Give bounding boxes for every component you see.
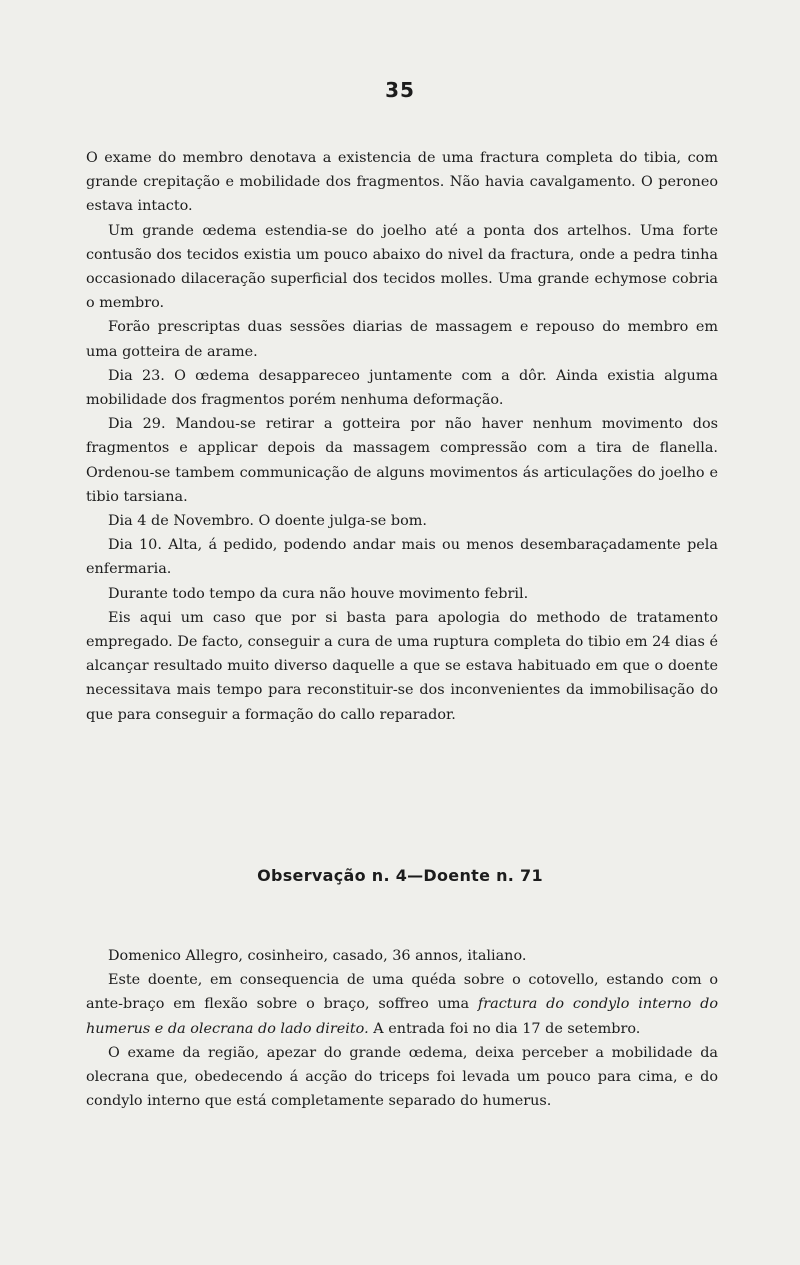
- paragraph: Dia 29. Mandou-se retirar a gotteira por não haver nenhum movimento dos fragmentos e applicar depois da massagem compressão com a tira de flanella. Ordenou-se tambem communicação de alguns movimentos ás articulações do joelho e tibio tarsiana.: [86, 416, 718, 505]
- case-text: [86, 944, 718, 1113]
- case-continuation-text: [86, 146, 718, 727]
- paragraph: Domenico Allegro, cosinheiro, casado, 36 annos, italiano.: [108, 948, 527, 964]
- paragraph: Dia 4 de Novembro. O doente julga-se bom.: [108, 513, 427, 530]
- paragraph: Dia 23. O œdema desappareceo juntamente com a dôr. Ainda existia alguma mobilidade dos fragmentos porém nenhuma deformação.: [86, 367, 718, 409]
- section-heading: Observação n. 4—Doente n. 71: [257, 866, 543, 885]
- paragraph: Forão prescriptas duas sessões diarias de massagem e repouso do membro em uma gotteira de arame.: [86, 319, 718, 360]
- paragraph: [86, 968, 718, 1041]
- page-number: 35: [385, 78, 415, 102]
- paragraph: Um grande œdema estendia-se do joelho até a ponta dos artelhos. Uma forte contusão dos tecidos existia um pouco abaixo do nivel da fractura, onde a pedra tinha occasionado dilaceração superficial dos tecidos molles. Uma grande echymose cobria o membro.: [86, 222, 718, 312]
- paragraph: O exame do membro denotava a existencia de uma fractura completa do tibia, com grande crepitação e mobilidade dos fragmentos. Não havia cavalgamento. O peroneo estava intacto.: [86, 150, 718, 215]
- paragraph-text: Este doente, em consequencia de uma quéda sobre o cotovello, estando com o ante-braço em flexão sobre o braço, soffreo uma: [86, 972, 718, 1013]
- paragraph-text: A entrada foi no dia 17 de setembro.: [368, 1020, 641, 1037]
- paragraph: O exame da região, apezar do grande œdema, deixa perceber a mobilidade da olecrana que, obedecendo á acção do triceps foi levada um pouco para cima, e do condylo interno que está completamente separado do humerus.: [86, 1044, 718, 1110]
- diagnosis-italic: fractura do condylo interno do humerus e da olecrana do lado direito.: [86, 996, 718, 1037]
- paragraph: Dia 10. Alta, á pedido, podendo andar mais ou menos desembaraçadamente pela enfermaria.: [86, 537, 718, 578]
- paragraph: Durante todo tempo da cura não houve movimento febril.: [108, 585, 529, 602]
- paragraph: Eis aqui um caso que por si basta para apologia do methodo de tratamento empregado. De facto, conseguir a cura de uma ruptura completa do tibio em 24 dias é alcançar resultado muito diverso daquelle a que se estava habituado em que o doente necessitava mais tempo para reconstituir-se dos inconvenientes da immobilisação do que para conseguir a formação do callo reparador.: [86, 609, 718, 723]
